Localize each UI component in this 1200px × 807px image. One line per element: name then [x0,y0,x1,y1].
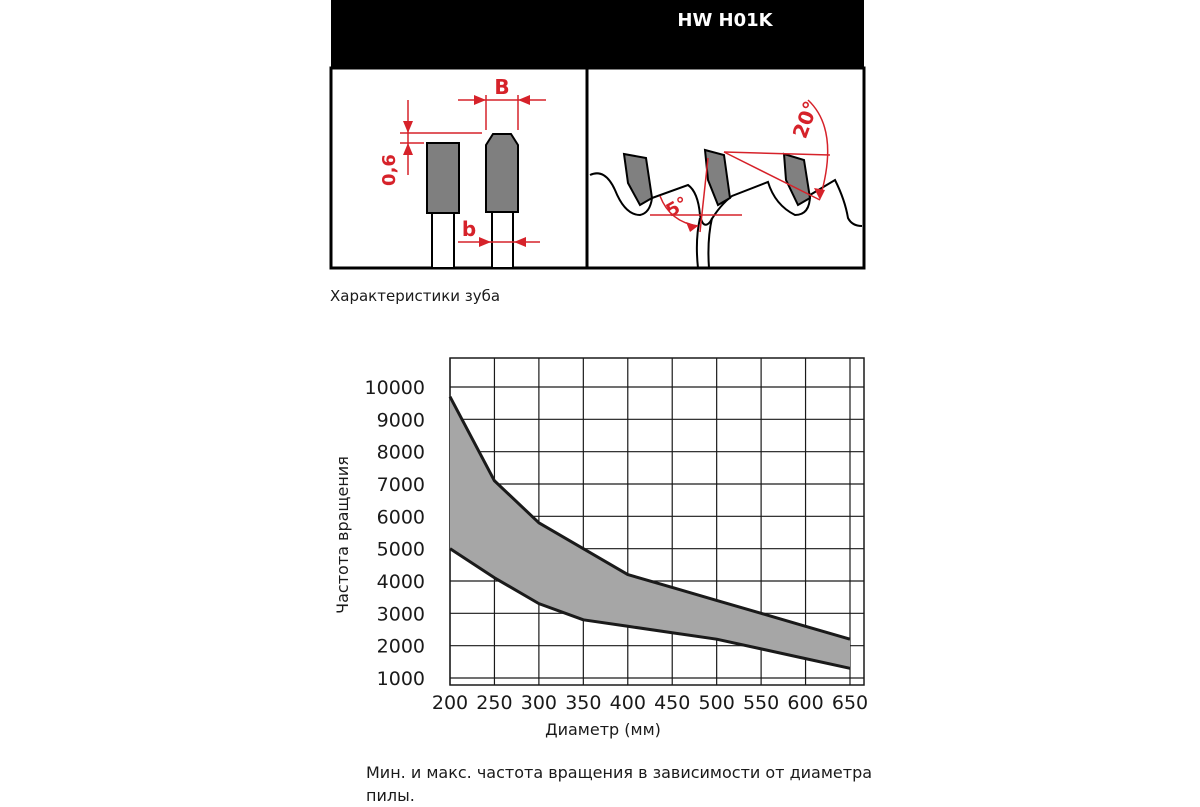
x-tick-label: 600 [787,692,824,714]
x-tick-label: 300 [520,692,558,714]
x-tick-label: 550 [742,692,780,714]
y-tick-label: 4000 [376,571,425,593]
y-axis-label: Частота вращения [333,456,352,614]
x-tick-label: 350 [565,692,602,714]
y-axis-ticks [365,377,425,690]
x-axis-ticks [432,692,868,714]
y-tick-label: 7000 [376,474,425,496]
y-tick-label: 8000 [376,441,425,464]
x-tick-label: 450 [654,692,691,714]
angle-5-label: 5° [662,192,692,222]
chart-caption: Мин. и макс. частота вращения в зависимости от диаметра пилы. [366,763,873,805]
diagram-header-label: HW H01K [677,10,773,31]
y-tick-label: 3000 [376,603,425,626]
y-tick-label: 6000 [376,506,425,529]
x-tick-label: 400 [609,692,646,714]
tooth-caption: Характеристики зуба [330,287,501,305]
x-tick-label: 500 [698,692,735,714]
dimension-offset-label: 0,6 [379,154,400,186]
y-tick-label: 1000 [376,668,425,690]
x-tick-label: 250 [476,692,513,714]
x-tick-label: 650 [831,692,869,714]
x-tick-label: 200 [431,692,469,714]
dimension-b-label: b [461,217,477,241]
y-tick-label: 9000 [376,409,425,432]
y-tick-label: 5000 [376,538,425,561]
dimension-B-label: B [494,75,510,99]
y-tick-label: 10000 [364,377,425,399]
y-tick-label: 2000 [376,635,425,658]
x-axis-label: Диаметр (мм) [545,720,661,739]
angle-20-label: 20° [787,97,824,142]
